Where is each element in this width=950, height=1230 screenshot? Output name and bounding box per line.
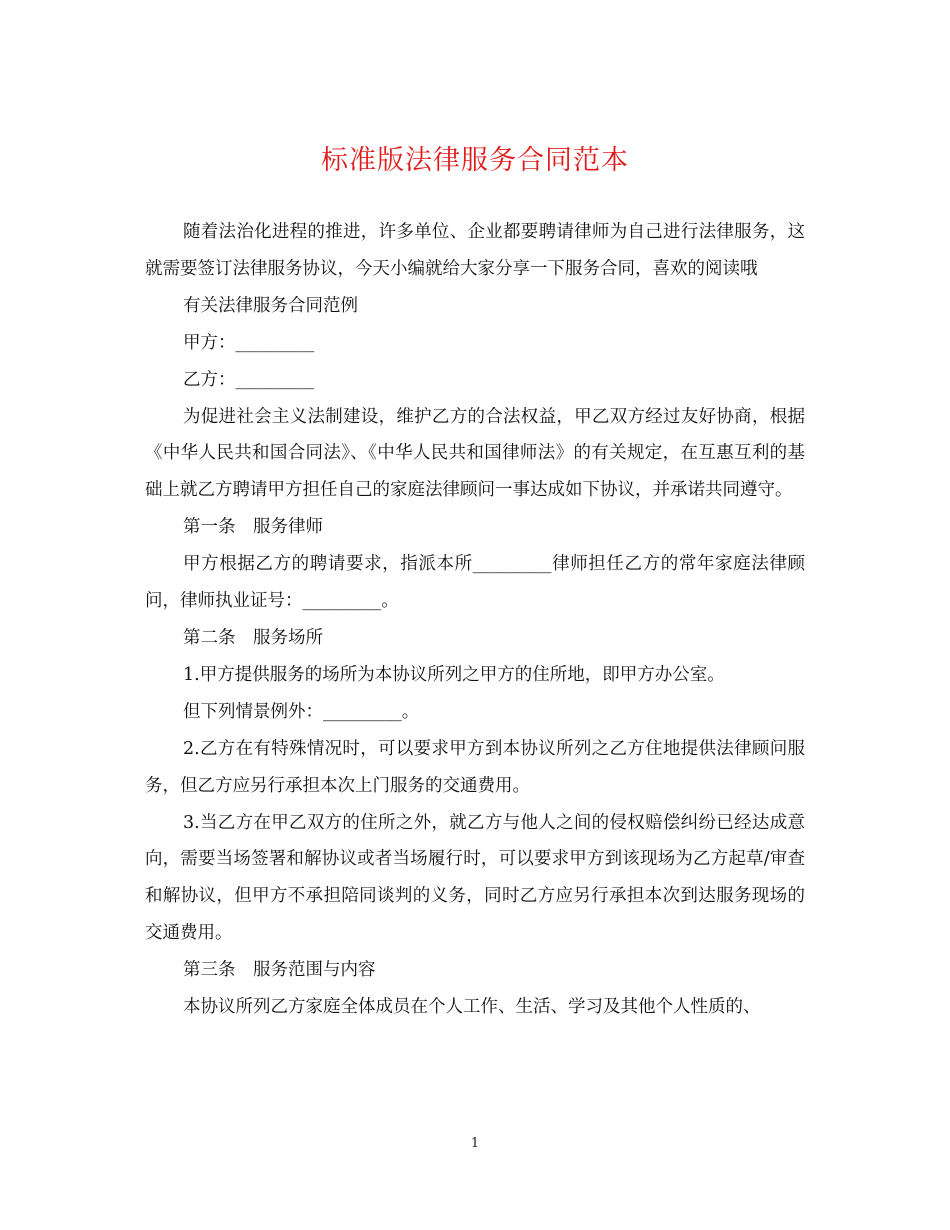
article-2-exceptions: 但下列情景例外：_________。: [183, 701, 420, 722]
party-a-line: 甲方：_________: [183, 332, 315, 353]
article-2-clause-3: 3.当乙方在甲乙双方的住所之外，就乙方与他人之间的侵权赔偿纠纷已经达成意向，需要当场签署和解协议或者当场履行时，可以要求甲方到该现场为乙方起草/审查和解协议，但甲方不承担陪同谈判的义务，同时乙方应另行承担本次到达服务现场的交通费用。: [145, 812, 805, 944]
document-title: 标准版法律服务合同范本: [321, 145, 629, 176]
paragraph-preamble: 为促进社会主义法制建设，维护乙方的合法权益，甲乙双方经过友好协商，根据《中华人民共和国合同法》、《中华人民共和国律师法》的有关规定，在互惠互利的基础上就乙方聘请甲方担任自己的家庭法律顾问一事达成如下协议，并承诺共同遵守。: [145, 406, 805, 501]
article-2-clause-2: 2.乙方在有特殊情况时，可以要求甲方到本协议所列之乙方住地提供法律顾问服务，但乙方应另行承担本次上门服务的交通费用。: [145, 738, 805, 796]
article-1-body: 甲方根据乙方的聘请要求，指派本所_________律师担任乙方的常年家庭法律顾问，律师执业证号：_________。: [145, 554, 805, 612]
article-1-heading: 第一条 服务律师: [183, 517, 323, 538]
article-2-clause-1: 1.甲方提供服务的场所为本协议所列之甲方的住所地，即甲方办公室。: [183, 664, 725, 685]
article-3-heading: 第三条 服务范围与内容: [183, 960, 376, 981]
article-2-heading: 第二条 服务场所: [183, 627, 323, 648]
paragraph-intro: 随着法治化进程的推进，许多单位、企业都要聘请律师为自己进行法律服务，这就需要签订法律服务协议，今天小编就给大家分享一下服务合同，喜欢的阅读哦: [145, 222, 805, 279]
document-body: [145, 214, 805, 1026]
paragraph-heading-examples: 有关法律服务合同范例: [183, 295, 358, 316]
article-3-body: 本协议所列乙方家庭全体成员在个人工作、生活、学习及其他个人性质的、: [183, 997, 761, 1018]
party-b-line: 乙方：_________: [183, 369, 315, 390]
page-number: 1: [470, 1136, 480, 1151]
